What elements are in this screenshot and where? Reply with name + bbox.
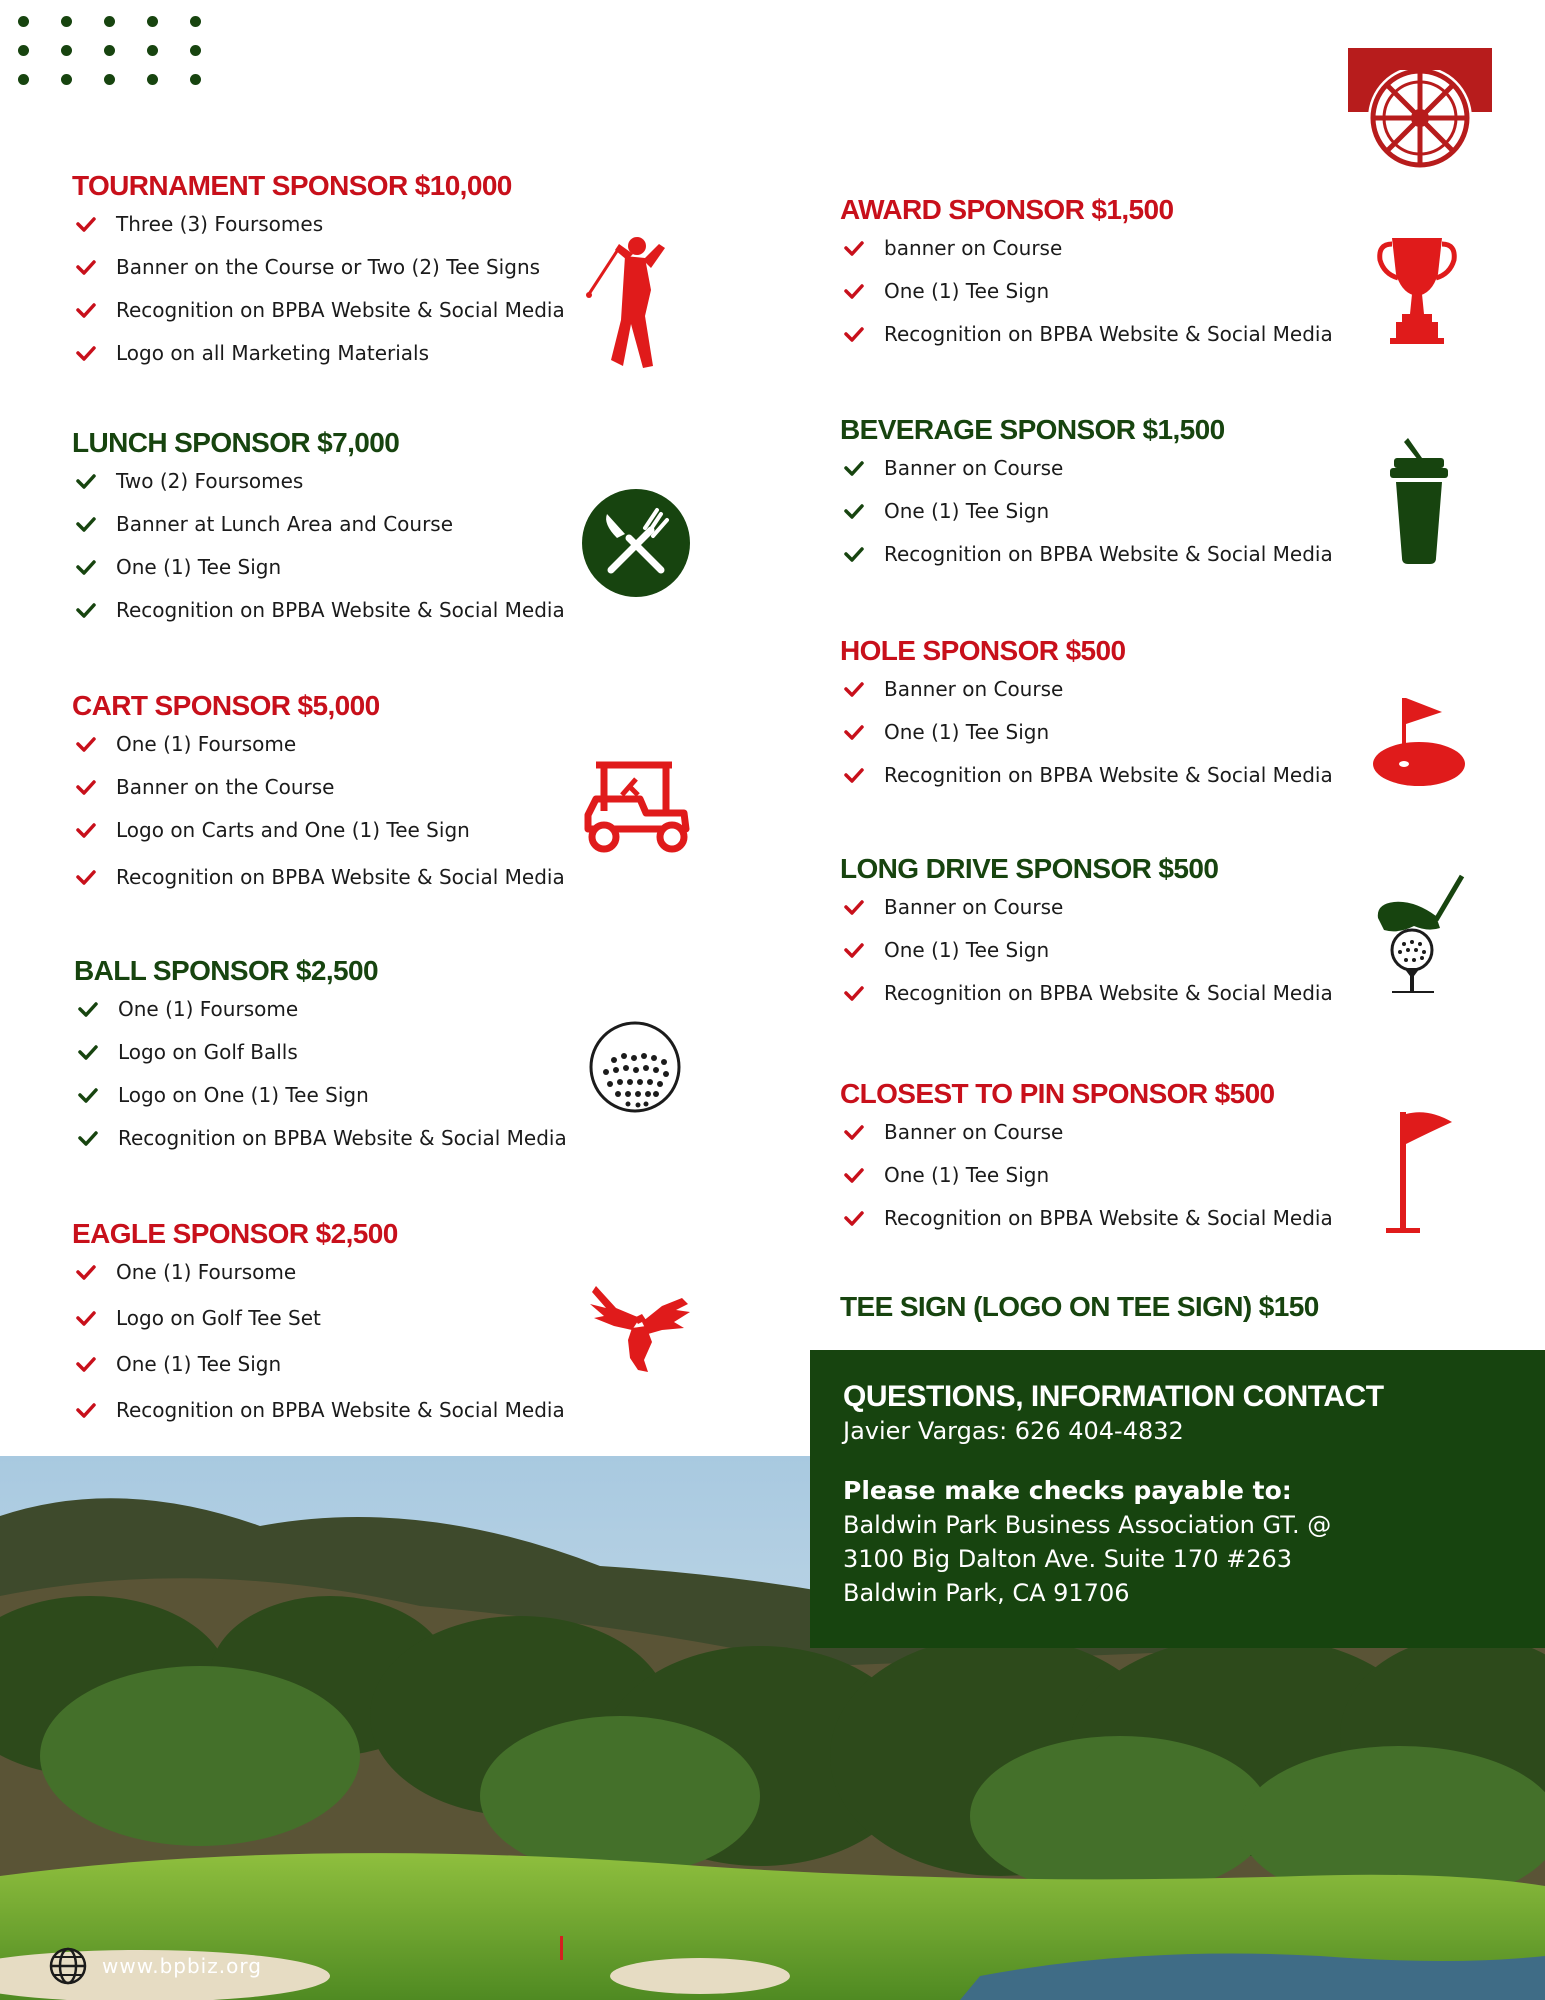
contact-info-box (810, 1350, 1545, 1648)
check-icon (78, 1001, 98, 1017)
golfer-icon (585, 232, 675, 374)
pin-flag-icon (1382, 1108, 1456, 1236)
benefit-item: One (1) Tee Sign (840, 720, 1333, 763)
check-icon (76, 1402, 96, 1418)
benefit-item: Banner on the Course (72, 775, 565, 818)
check-icon (76, 1356, 96, 1372)
website-link[interactable] (48, 1946, 262, 1986)
section-title: BEVERAGE SPONSOR $1,500 (840, 414, 1225, 445)
check-icon (844, 283, 864, 299)
benefit-item: One (1) Tee Sign (72, 555, 565, 598)
benefit-item: Logo on all Marketing Materials (72, 341, 565, 384)
check-icon (844, 942, 864, 958)
cart-sponsor-section (72, 690, 565, 908)
check-icon (844, 899, 864, 915)
check-icon (76, 869, 96, 885)
tee-sign-section (840, 1291, 1319, 1333)
benefit-item: One (1) Foursome (74, 997, 567, 1040)
decorative-dot-grid (18, 16, 201, 85)
benefit-item: Recognition on BPBA Website & Social Media (840, 981, 1333, 1024)
check-icon (844, 985, 864, 1001)
benefit-item: Recognition on BPBA Website & Social Media (840, 322, 1333, 365)
benefit-item: Three (3) Foursomes (72, 212, 565, 255)
check-icon (76, 302, 96, 318)
benefit-item: Recognition on BPBA Website & Social Media (840, 1206, 1333, 1249)
check-icon (844, 767, 864, 783)
check-icon (844, 460, 864, 476)
benefit-item: One (1) Foursome (72, 1260, 565, 1306)
benefit-item: Recognition on BPBA Website & Social Media (72, 598, 565, 641)
section-title: AWARD SPONSOR $1,500 (840, 194, 1174, 225)
section-title: TOURNAMENT SPONSOR $10,000 (72, 170, 512, 201)
check-icon (76, 473, 96, 489)
beverage-sponsor-section (840, 414, 1333, 585)
benefit-item: One (1) Tee Sign (840, 499, 1333, 542)
check-icon (844, 240, 864, 256)
benefit-item: Recognition on BPBA Website & Social Media (840, 763, 1333, 806)
check-icon (76, 602, 96, 618)
section-title: HOLE SPONSOR $500 (840, 635, 1126, 666)
eagle-sponsor-section (72, 1218, 565, 1444)
hole-sponsor-section (840, 635, 1333, 806)
checks-payable-label: Please make checks payable to: (843, 1476, 1292, 1505)
benefit-item: Recognition on BPBA Website & Social Media (74, 1126, 567, 1169)
section-title: TEE SIGN (LOGO ON TEE SIGN) $150 (840, 1291, 1319, 1322)
benefit-item: Recognition on BPBA Website & Social Media (72, 1398, 565, 1444)
check-icon (76, 345, 96, 361)
golf-cart-icon (580, 759, 692, 855)
check-icon (844, 326, 864, 342)
benefit-item: Logo on Golf Balls (74, 1040, 567, 1083)
check-icon (76, 516, 96, 532)
benefit-item: Banner on Course (840, 895, 1333, 938)
benefit-item: Logo on Golf Tee Set (72, 1306, 565, 1352)
contact-heading: QUESTIONS, INFORMATION CONTACT (843, 1380, 1384, 1413)
driver-club-icon (1374, 874, 1466, 996)
check-icon (844, 546, 864, 562)
benefit-item: One (1) Tee Sign (840, 1163, 1333, 1206)
check-icon (76, 559, 96, 575)
check-icon (76, 822, 96, 838)
benefit-item: Recognition on BPBA Website & Social Media (72, 865, 565, 908)
tournament-sponsor-section (72, 170, 565, 384)
check-icon (844, 503, 864, 519)
check-icon (844, 724, 864, 740)
check-icon (844, 681, 864, 697)
benefit-item: Banner on Course (840, 456, 1333, 499)
benefit-item: Two (2) Foursomes (72, 469, 565, 512)
long-drive-sponsor-section (840, 853, 1333, 1024)
check-icon (76, 259, 96, 275)
payee-name: Baldwin Park Business Association GT. @ (843, 1511, 1332, 1539)
section-title: CLOSEST TO PIN SPONSOR $500 (840, 1078, 1275, 1109)
benefit-item: One (1) Foursome (72, 732, 565, 775)
fork-knife-icon (581, 488, 691, 598)
check-icon (78, 1087, 98, 1103)
address-line-2: Baldwin Park, CA 91706 (843, 1579, 1130, 1607)
benefit-item: Banner on Course (840, 1120, 1333, 1163)
check-icon (76, 216, 96, 232)
benefit-item: Recognition on BPBA Website & Social Media (72, 298, 565, 341)
benefit-item: One (1) Tee Sign (72, 1352, 565, 1398)
trophy-icon (1376, 234, 1458, 346)
check-icon (76, 1264, 96, 1280)
check-icon (76, 736, 96, 752)
check-icon (844, 1210, 864, 1226)
benefit-item: Banner at Lunch Area and Course (72, 512, 565, 555)
wagon-wheel-logo (1348, 48, 1492, 172)
website-url: www.bpbiz.org (102, 1954, 262, 1978)
hole-flag-icon (1370, 694, 1468, 788)
contact-person: Javier Vargas: 626 404-4832 (843, 1417, 1184, 1445)
benefit-item: banner on Course (840, 236, 1333, 279)
globe-icon (48, 1946, 88, 1986)
lunch-sponsor-section (72, 427, 565, 641)
benefit-item: Recognition on BPBA Website & Social Media (840, 542, 1333, 585)
closest-to-pin-sponsor-section (840, 1078, 1333, 1249)
section-title: EAGLE SPONSOR $2,500 (72, 1218, 398, 1249)
benefit-item: Banner on Course (840, 677, 1333, 720)
ball-sponsor-section (74, 955, 567, 1169)
section-title: LONG DRIVE SPONSOR $500 (840, 853, 1219, 884)
award-sponsor-section (840, 194, 1333, 365)
cup-icon (1386, 434, 1452, 566)
section-title: CART SPONSOR $5,000 (72, 690, 380, 721)
check-icon (78, 1044, 98, 1060)
eagle-icon (586, 1278, 692, 1376)
check-icon (76, 1310, 96, 1326)
check-icon (844, 1167, 864, 1183)
address-line-1: 3100 Big Dalton Ave. Suite 170 #263 (843, 1545, 1293, 1573)
benefit-item: Logo on Carts and One (1) Tee Sign (72, 818, 565, 861)
benefit-item: Banner on the Course or Two (2) Tee Signs (72, 255, 565, 298)
benefit-item: One (1) Tee Sign (840, 938, 1333, 981)
benefit-item: One (1) Tee Sign (840, 279, 1333, 322)
golf-ball-icon (588, 1020, 682, 1114)
benefit-item: Logo on One (1) Tee Sign (74, 1083, 567, 1126)
check-icon (844, 1124, 864, 1140)
check-icon (78, 1130, 98, 1146)
section-title: BALL SPONSOR $2,500 (74, 955, 378, 986)
section-title: LUNCH SPONSOR $7,000 (72, 427, 400, 458)
check-icon (76, 779, 96, 795)
